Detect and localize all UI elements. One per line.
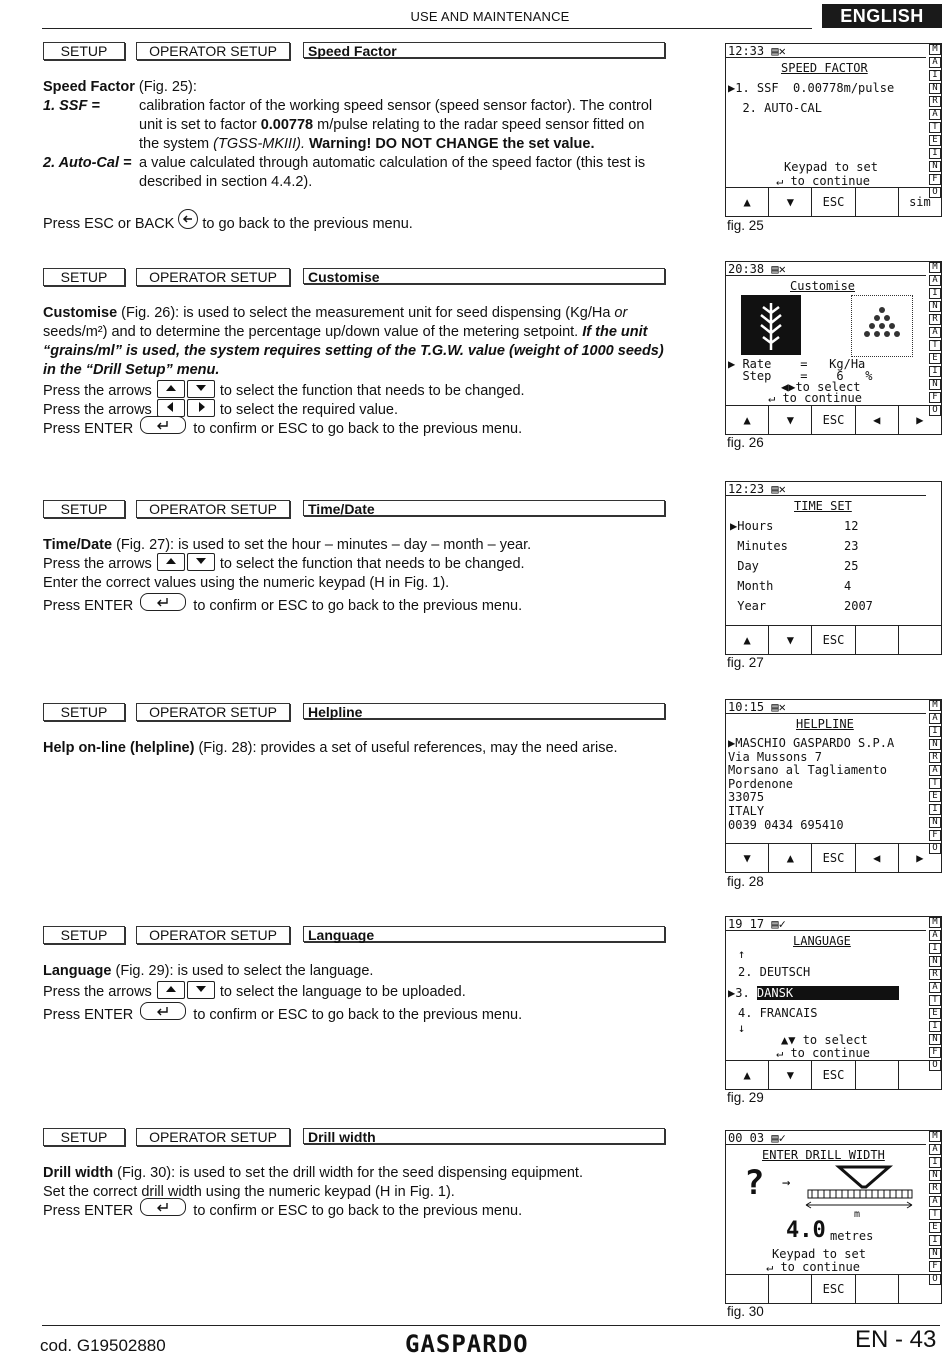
section-text: Customise (Fig. 26): is used to select the measurement unit for seed dispensing (Kg/Ha or seeds/m²) and to determine the percentage up/down value of the metering setpoint. If the unit “grains/ml” is used, the system requires setting of the T.G.W. value (weight of 1000 seeds) in the “Drill Setup” menu. Press the arrows to select the function that needs to be changed. Press the arrows to select the required value. Press ENTER to confirm or ESC to go back to the previous menu. [43,305,664,437]
helpline-line: Via Mussons 7 [728,749,822,764]
crumb-setup: SETUP [43,500,125,518]
fig-caption: fig. 27 [727,655,764,670]
question-mark: ? [744,1163,765,1203]
time-field-label: Year [730,599,767,613]
right-softkey[interactable]: ▶ [916,851,924,865]
crumb-current: Speed Factor [303,42,665,58]
lcd-fig29 [725,916,942,1090]
blank-softkey[interactable] [856,1061,899,1089]
down-softkey[interactable]: ▼ [769,188,812,216]
enter-key-icon [140,1002,186,1020]
lcd-line: ↵ to continue [766,1260,860,1274]
sim-softkey[interactable]: sim [909,195,931,209]
lcd-fig26 [725,261,942,435]
side-tabs: M A I N R A T E I N F O [929,44,941,198]
crumb-current: Time/Date [303,500,665,516]
document-code: cod. G19502880 [40,1336,166,1355]
def-key: 2. Auto-Cal = [43,155,132,171]
lcd-status: 20:38 ▤✕ [726,262,926,276]
time-field-label: ▶Hours [730,519,774,533]
crumb-setup: SETUP [43,268,125,286]
right-softkey[interactable]: ▶ [916,413,924,427]
arrow-down-key-icon [187,981,215,999]
lcd-fig27 [725,481,942,655]
unit-label: m [854,1209,861,1220]
crumb-operator-setup: OPERATOR SETUP [136,42,290,60]
header-title: USE AND MAINTENANCE [410,9,570,24]
softkeys [726,1060,941,1089]
crumb-current: Helpline [303,703,665,719]
helpline-line: Pordenone [728,776,794,791]
arrow-right-key-icon [187,399,215,417]
arrow-down-key-icon [187,380,215,398]
up-softkey[interactable]: ▲ [726,188,769,216]
language-badge: ENGLISH [822,4,942,28]
back-key-icon [178,209,198,229]
def-value: calibration factor of the working speed sensor (speed sensor factor). The control unit is set to factor 0.00778 m/pulse relating to the radar speed sensor fitted on the system (TGSS-MKIII). Warning! DO NOT CHANGE the set value. [139,98,653,152]
lcd-line: 2. DEUTSCH [738,965,811,979]
crumb-current: Language [303,926,665,942]
lcd-line-selected: ▶3. DANSK [728,986,899,1000]
section-text: Help on-line (helpline) (Fig. 28): provides a set of useful references, may the need arise. [43,740,618,756]
time-field-label: Day [730,559,759,573]
blank-softkey[interactable] [856,188,899,216]
lcd-title: HELPLINE [796,717,854,731]
helpline-line: ITALY [728,804,765,818]
lcd-line: 2. AUTO-CAL [728,101,822,115]
section-text: Drill width (Fig. 30): is used to set the drill width for the seed dispensing equipment. Set the correct drill width using the numeric keypad (H in Fig. 1). Press ENTER to confirm or ESC to go back to the previous menu. [43,1165,583,1219]
lcd-status: 10:15 ▤✕ [726,700,926,714]
arrow-up-key-icon [157,553,185,571]
softkeys [726,625,941,654]
arrow-up-key-icon [157,981,185,999]
fig-caption: fig. 30 [727,1304,764,1319]
side-tabs: M A I N R A T E I N F O [929,262,941,416]
lcd-status: 12:33 ▤✕ [726,44,926,58]
time-field-value: 2007 [844,599,873,613]
lcd-line: ▲▼ to select [781,1033,868,1047]
helpline-line: 0039 0434 695410 [728,817,844,832]
def-value: a value calculated through automatic calculation of the speed factor (this test is described in section 4.4.2). [139,155,646,190]
lcd-status: 19 17 ▤✓ [726,917,926,931]
lcd-line: ↵ to continue [776,1046,870,1060]
arrow-right-icon: → [782,1175,791,1191]
esc-softkey[interactable]: ESC [812,406,855,434]
lcd-line: 4. FRANCAIS [738,1006,818,1020]
lcd-line: Keypad to set [784,160,878,174]
lcd-title: LANGUAGE [793,934,851,948]
esc-softkey[interactable]: ESC [812,626,855,654]
down-softkey[interactable]: ▼ [769,1061,812,1089]
crumb-operator-setup: OPERATOR SETUP [136,703,290,721]
lcd-status: 00 03 ▤✓ [726,1131,926,1145]
crumb-current: Drill width [303,1128,665,1144]
lcd-line: Keypad to set [772,1247,866,1261]
term: Speed Factor [43,79,135,95]
blank-softkey[interactable] [856,1275,899,1303]
blank-softkey[interactable] [899,1275,941,1303]
enter-key-icon [140,416,186,434]
helpline-line: ▶MASCHIO GASPARDO S.P.A [728,736,895,750]
section-text: Language (Fig. 29): is used to select the language. Press the arrows to select the language to be uploaded. Press ENTER to confirm or ESC to go back to the previous menu. [43,963,523,1023]
section-text: Speed Factor (Fig. 25): 1. SSF = calibration factor of the working speed sensor (speed sensor factor). The control unit is set to factor 0.00778 m/pulse relating to the radar speed sensor fitted on the system (TGSS-MKIII). Warning! DO NOT CHANGE the set value. 2. Auto-Cal = a value calculated through automatic calculation of the speed factor (this test is described in section 4.4.2). Press ESC or BACK to go back to the previous menu. [43,78,668,234]
lcd-line: ▶1. SSF 0.00778m/pulse [728,81,895,95]
scroll-down-icon: ↓ [738,1021,746,1035]
lcd-fig30 [725,1130,942,1304]
drill-width-unit: metres [830,1229,874,1243]
up-softkey[interactable]: ▲ [726,1061,769,1089]
time-field-value: 12 [844,519,859,533]
crumb-setup: SETUP [43,926,125,944]
down-softkey[interactable]: ▼ [726,844,769,872]
down-softkey[interactable]: ▼ [769,626,812,654]
text: (Fig. 25): [134,79,197,95]
arrow-up-key-icon [157,380,185,398]
softkeys [726,187,941,216]
time-field-value: 4 [844,579,852,593]
lcd-line: ▶ Rate = Kg/Ha [728,357,866,371]
lcd-line: ↵ to continue [776,174,870,188]
drill-width-value: 4.0 [786,1218,826,1243]
side-tabs: M A I N R A T E I N F O [929,917,941,1071]
fig-caption: fig. 28 [727,874,764,889]
crumb-current: Customise [303,268,665,284]
up-softkey[interactable]: ▲ [769,844,812,872]
enter-key-icon [140,593,186,611]
enter-key-icon [140,1198,186,1216]
wheat-icon [741,295,801,355]
lcd-line: ◀▶to select [781,380,861,394]
lcd-title: TIME SET [794,499,852,513]
crumb-operator-setup: OPERATOR SETUP [136,926,290,944]
time-field-value: 23 [844,539,859,553]
crumb-operator-setup: OPERATOR SETUP [136,500,290,518]
lcd-fig25 [725,43,942,217]
helpline-line: 33075 [728,790,765,805]
lcd-line: ↵ to continue [768,391,862,405]
header-divider [42,28,812,29]
softkeys [726,1274,941,1303]
blank-softkey[interactable] [769,1275,812,1303]
time-field-label: Month [730,579,774,593]
fig-caption: fig. 25 [727,218,764,233]
lcd-title: ENTER DRILL WIDTH [762,1148,885,1162]
left-softkey[interactable]: ◀ [856,844,899,872]
arrow-left-key-icon [157,399,185,417]
lcd-line: Step = 6 % [728,369,873,383]
footer-divider [42,1325,940,1326]
crumb-operator-setup: OPERATOR SETUP [136,268,290,286]
blank-softkey[interactable] [856,626,899,654]
softkeys [726,405,941,434]
page-number: EN - 43 [855,1326,937,1353]
lcd-title: Customise [790,279,856,293]
crumb-setup: SETUP [43,1128,125,1146]
arrow-down-key-icon [187,553,215,571]
softkeys [726,843,941,872]
fig-caption: fig. 26 [727,435,764,450]
helpline-line: Morsano al Tagliamento [728,763,887,778]
esc-softkey[interactable]: ESC [812,1275,855,1303]
crumb-operator-setup: OPERATOR SETUP [136,1128,290,1146]
section-text: Time/Date (Fig. 27): is used to set the hour – minutes – day – month – year. Press the arrows to select the function that needs to be changed. Enter the correct values using the numeric keypad (H in Fig. 1). Press ENTER to confirm or ESC to go back to the previous menu. [43,537,532,614]
blank-softkey[interactable] [899,626,941,654]
up-softkey[interactable]: ▲ [726,626,769,654]
side-tabs: M A I N R A T E I N F O [929,700,941,854]
time-field-value: 25 [844,559,859,573]
def-key: 1. SSF = [43,98,100,114]
scroll-up-icon: ↑ [738,947,746,961]
fig-caption: fig. 29 [727,1090,764,1105]
time-field-label: Minutes [730,539,788,553]
blank-softkey[interactable] [726,1275,769,1303]
esc-softkey[interactable]: ESC [812,188,855,216]
up-softkey[interactable]: ▲ [726,406,769,434]
brand-logo: GASPARDO [405,1330,529,1358]
seeds-icon [851,295,913,357]
side-tabs: M A I N R A T E I N F O [929,1131,941,1285]
esc-softkey[interactable]: ESC [812,1061,855,1089]
lcd-fig28 [725,699,942,873]
crumb-setup: SETUP [43,703,125,721]
blank-softkey[interactable] [899,1061,941,1089]
crumb-setup: SETUP [43,42,125,60]
lcd-status: 12:23 ▤✕ [726,482,926,496]
left-softkey[interactable]: ◀ [856,406,899,434]
lcd-title: SPEED FACTOR [781,61,868,75]
esc-softkey[interactable]: ESC [812,844,855,872]
down-softkey[interactable]: ▼ [769,406,812,434]
